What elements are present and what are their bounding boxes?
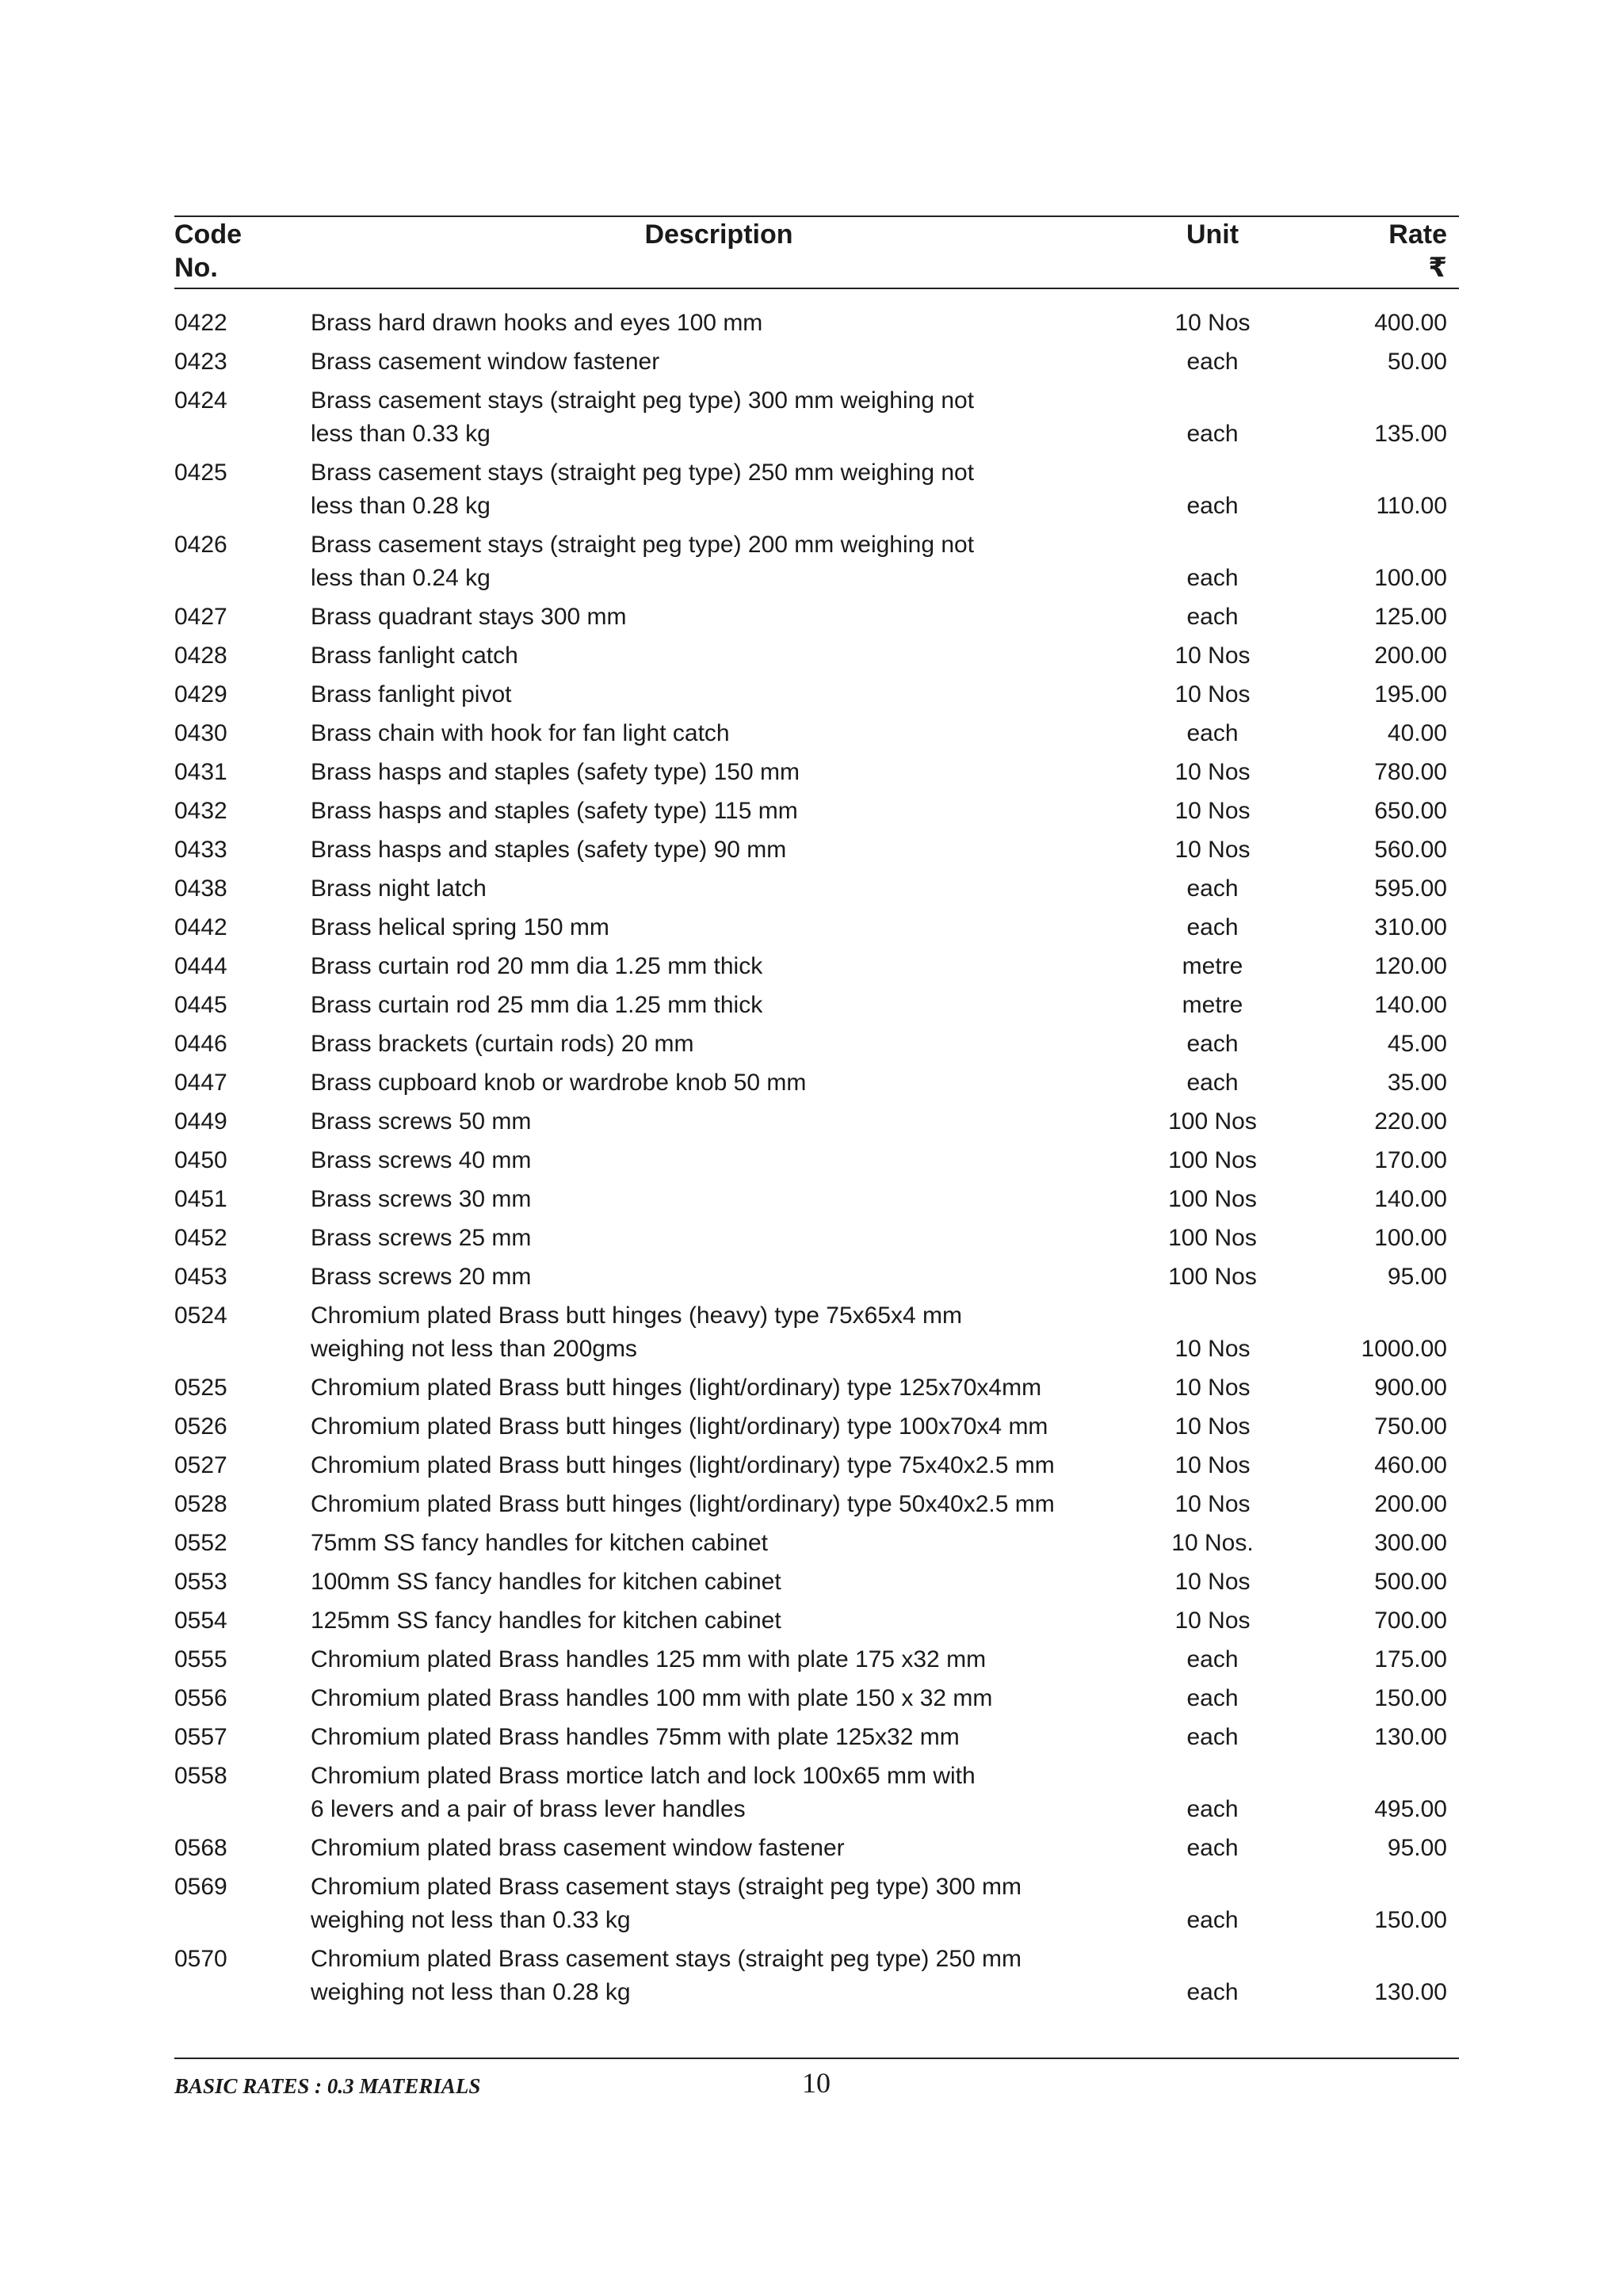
row-unit: each	[1186, 875, 1239, 902]
row-rate: 700.00	[1374, 1608, 1447, 1634]
row-rate: 110.00	[1376, 493, 1447, 519]
row-rate: 1000.00	[1361, 1336, 1447, 1362]
row-description-line: Chromium plated Brass casement stays (straight peg type) 250 mm	[311, 1946, 1022, 1972]
row-code: 0555	[174, 1646, 227, 1672]
row-rate: 560.00	[1374, 837, 1447, 863]
table-row	[174, 950, 1459, 983]
row-unit: 100 Nos	[1168, 1108, 1257, 1135]
row-code: 0438	[174, 875, 227, 902]
row-unit: each	[1186, 565, 1239, 591]
row-unit: 10 Nos.	[1171, 1530, 1254, 1556]
row-rate: 195.00	[1374, 681, 1447, 707]
row-description-line: less than 0.28 kg	[311, 493, 491, 519]
row-code: 0433	[174, 837, 227, 863]
row-description-line: Brass quadrant stays 300 mm	[311, 604, 627, 630]
rates-table-body	[174, 307, 1459, 2015]
row-rate: 125.00	[1374, 604, 1447, 630]
row-code: 0425	[174, 460, 227, 486]
row-code: 0568	[174, 1835, 227, 1861]
row-code: 0447	[174, 1070, 227, 1096]
row-code: 0428	[174, 643, 227, 669]
row-description-line: Chromium plated Brass butt hinges (light/ordinary) type 75x40x2.5 mm	[311, 1452, 1055, 1478]
row-unit: 10 Nos	[1174, 798, 1251, 824]
row-description-line: Brass curtain rod 20 mm dia 1.25 mm thick	[311, 953, 763, 979]
row-description-line: 75mm SS fancy handles for kitchen cabinet	[311, 1530, 768, 1556]
row-rate: 175.00	[1374, 1646, 1447, 1672]
table-row	[174, 1682, 1459, 1715]
table-row	[174, 911, 1459, 944]
row-unit: 100 Nos	[1168, 1225, 1257, 1251]
row-description-line: Brass screws 50 mm	[311, 1108, 532, 1135]
table-row	[174, 717, 1459, 750]
row-description-line: Brass casement stays (straight peg type) 200 mm weighing not	[311, 532, 975, 558]
footer-label: BASIC RATES : 0.3 MATERIALS	[174, 2074, 481, 2098]
row-code: 0570	[174, 1946, 227, 1972]
row-code: 0524	[174, 1302, 227, 1329]
row-unit: 10 Nos	[1174, 837, 1251, 863]
row-rate: 780.00	[1374, 759, 1447, 785]
header-code-line1: Code	[174, 219, 242, 250]
table-row	[174, 872, 1459, 906]
row-code: 0452	[174, 1225, 227, 1251]
row-rate: 900.00	[1374, 1375, 1447, 1401]
row-description-line: Brass hasps and staples (safety type) 150 mm	[311, 759, 800, 785]
header-code-no	[174, 218, 242, 290]
row-code: 0423	[174, 349, 227, 375]
row-unit: 100 Nos	[1168, 1186, 1257, 1212]
row-rate: 50.00	[1387, 349, 1447, 375]
row-rate: 150.00	[1374, 1907, 1447, 1933]
row-code: 0449	[174, 1108, 227, 1135]
table-row	[174, 1488, 1459, 1521]
row-description-line: weighing not less than 0.28 kg	[311, 1979, 631, 2005]
row-unit: each	[1186, 1835, 1239, 1861]
row-rate: 220.00	[1374, 1108, 1447, 1135]
row-description-line: Brass screws 30 mm	[311, 1186, 532, 1212]
row-unit: each	[1186, 421, 1239, 447]
row-description-line: Chromium plated Brass butt hinges (light/ordinary) type 125x70x4mm	[311, 1375, 1042, 1401]
header-code-line2: No.	[174, 253, 218, 283]
row-description-line: Brass hasps and staples (safety type) 90 mm	[311, 837, 787, 863]
row-description-line: Brass screws 40 mm	[311, 1147, 532, 1173]
table-row	[174, 1222, 1459, 1255]
row-rate: 35.00	[1387, 1070, 1447, 1096]
row-description-line: Chromium plated Brass handles 75mm with plate 125x32 mm	[311, 1724, 960, 1750]
row-rate: 150.00	[1374, 1685, 1447, 1711]
row-unit: each	[1186, 349, 1239, 375]
row-description-line: Chromium plated Brass butt hinges (light/ordinary) type 50x40x2.5 mm	[311, 1491, 1055, 1517]
table-row	[174, 1643, 1459, 1676]
header-rate-currency: ₹	[1428, 253, 1447, 283]
row-code: 0431	[174, 759, 227, 785]
row-code: 0426	[174, 532, 227, 558]
row-rate: 200.00	[1374, 643, 1447, 669]
table-row	[174, 639, 1459, 673]
row-unit: 10 Nos	[1174, 1452, 1251, 1478]
row-code: 0427	[174, 604, 227, 630]
row-code: 0557	[174, 1724, 227, 1750]
row-description-line: Chromium plated Brass mortice latch and lock 100x65 mm with	[311, 1763, 976, 1789]
row-rate: 500.00	[1374, 1569, 1447, 1595]
row-unit: 10 Nos	[1174, 1569, 1251, 1595]
row-unit: each	[1186, 493, 1239, 519]
row-code: 0429	[174, 681, 227, 707]
row-rate: 460.00	[1374, 1452, 1447, 1478]
row-code: 0554	[174, 1608, 227, 1634]
row-rate: 495.00	[1374, 1796, 1447, 1822]
row-code: 0528	[174, 1491, 227, 1517]
table-row	[174, 528, 1459, 595]
row-description-line: Chromium plated Brass casement stays (straight peg type) 300 mm	[311, 1874, 1022, 1900]
row-description-line: Brass fanlight catch	[311, 643, 518, 669]
table-top-rule	[174, 215, 1459, 217]
row-unit: each	[1186, 1646, 1239, 1672]
row-code: 0453	[174, 1264, 227, 1290]
page-number: 10	[802, 2067, 831, 2099]
row-unit: 10 Nos	[1174, 1375, 1251, 1401]
table-row	[174, 1299, 1459, 1366]
row-description-line: less than 0.33 kg	[311, 421, 491, 447]
row-code: 0442	[174, 914, 227, 940]
row-description-line: Chromium plated brass casement window fastener	[311, 1835, 845, 1861]
row-description-line: 100mm SS fancy handles for kitchen cabinet	[311, 1569, 781, 1595]
row-unit: 10 Nos	[1174, 1608, 1251, 1634]
header-description: Description	[644, 219, 793, 250]
row-rate: 135.00	[1374, 421, 1447, 447]
row-rate: 400.00	[1374, 310, 1447, 336]
row-description-line: less than 0.24 kg	[311, 565, 491, 591]
table-row	[174, 307, 1459, 340]
row-description-line: Chromium plated Brass butt hinges (light/ordinary) type 100x70x4 mm	[311, 1413, 1048, 1440]
row-description-line: Brass cupboard knob or wardrobe knob 50 mm	[311, 1070, 807, 1096]
row-unit: each	[1186, 1907, 1239, 1933]
row-description-line: Brass casement window fastener	[311, 349, 660, 375]
row-unit: 100 Nos	[1168, 1264, 1257, 1290]
row-unit: 10 Nos	[1174, 1413, 1251, 1440]
row-unit: 10 Nos	[1174, 1336, 1251, 1362]
row-code: 0553	[174, 1569, 227, 1595]
row-code: 0525	[174, 1375, 227, 1401]
row-unit: 10 Nos	[1174, 310, 1251, 336]
row-description-line: Brass brackets (curtain rods) 20 mm	[311, 1031, 694, 1057]
row-unit: each	[1186, 1031, 1239, 1057]
row-unit: each	[1186, 720, 1239, 746]
row-unit: each	[1186, 1979, 1239, 2005]
row-rate: 130.00	[1374, 1979, 1447, 2005]
row-rate: 595.00	[1374, 875, 1447, 902]
header-rate-line1: Rate	[1388, 219, 1447, 250]
row-description-line: Brass chain with hook for fan light catch	[311, 720, 730, 746]
row-code: 0430	[174, 720, 227, 746]
row-rate: 140.00	[1374, 1186, 1447, 1212]
row-code: 0569	[174, 1874, 227, 1900]
row-description-line: Brass fanlight pivot	[311, 681, 512, 707]
row-description-line: weighing not less than 0.33 kg	[311, 1907, 631, 1933]
row-rate: 300.00	[1374, 1530, 1447, 1556]
row-description-line: Chromium plated Brass butt hinges (heavy) type 75x65x4 mm	[311, 1302, 963, 1329]
row-unit: 100 Nos	[1168, 1147, 1257, 1173]
row-description-line: Brass screws 25 mm	[311, 1225, 532, 1251]
row-rate: 120.00	[1374, 953, 1447, 979]
row-code: 0552	[174, 1530, 227, 1556]
row-description-line: Brass casement stays (straight peg type) 300 mm weighing not	[311, 387, 975, 414]
row-code: 0445	[174, 992, 227, 1018]
row-rate: 170.00	[1374, 1147, 1447, 1173]
row-unit: 10 Nos	[1174, 643, 1251, 669]
table-row	[174, 1527, 1459, 1560]
row-description-line: Chromium plated Brass handles 125 mm with plate 175 x32 mm	[311, 1646, 987, 1672]
row-unit: 10 Nos	[1174, 759, 1251, 785]
table-row	[174, 1760, 1459, 1826]
row-unit: each	[1186, 604, 1239, 630]
row-rate: 100.00	[1374, 1225, 1447, 1251]
row-unit: 10 Nos	[1174, 1491, 1251, 1517]
table-row	[174, 1144, 1459, 1177]
footer-rule	[174, 2058, 1459, 2059]
table-row	[174, 1105, 1459, 1138]
row-code: 0527	[174, 1452, 227, 1478]
table-row	[174, 1449, 1459, 1482]
row-description-line: Brass casement stays (straight peg type) 250 mm weighing not	[311, 460, 975, 486]
row-unit: each	[1186, 1070, 1239, 1096]
row-unit: metre	[1182, 992, 1243, 1018]
row-code: 0450	[174, 1147, 227, 1173]
header-rate	[1300, 218, 1447, 290]
table-row	[174, 678, 1459, 711]
table-row	[174, 384, 1459, 451]
row-code: 0526	[174, 1413, 227, 1440]
table-row	[174, 1410, 1459, 1444]
row-description-line: Brass night latch	[311, 875, 487, 902]
table-row	[174, 1604, 1459, 1638]
row-rate: 750.00	[1374, 1413, 1447, 1440]
table-row	[174, 1066, 1459, 1100]
table-row	[174, 456, 1459, 523]
row-rate: 650.00	[1374, 798, 1447, 824]
table-row	[174, 1183, 1459, 1216]
table-row	[174, 1721, 1459, 1754]
table-row	[174, 1371, 1459, 1405]
row-code: 0424	[174, 387, 227, 414]
row-rate: 45.00	[1387, 1031, 1447, 1057]
table-row	[174, 1028, 1459, 1061]
row-code: 0444	[174, 953, 227, 979]
row-rate: 200.00	[1374, 1491, 1447, 1517]
table-row	[174, 795, 1459, 828]
table-row	[174, 345, 1459, 379]
row-code: 0432	[174, 798, 227, 824]
row-description-line: Brass hasps and staples (safety type) 115 mm	[311, 798, 798, 824]
row-description-line: Brass helical spring 150 mm	[311, 914, 609, 940]
header-unit: Unit	[1186, 219, 1239, 250]
table-row	[174, 1566, 1459, 1599]
row-rate: 40.00	[1387, 720, 1447, 746]
row-unit: each	[1186, 914, 1239, 940]
row-rate: 130.00	[1374, 1724, 1447, 1750]
row-unit: each	[1186, 1724, 1239, 1750]
row-code: 0446	[174, 1031, 227, 1057]
row-code: 0558	[174, 1763, 227, 1789]
row-description-line: Brass curtain rod 25 mm dia 1.25 mm thick	[311, 992, 763, 1018]
row-description-line: Brass screws 20 mm	[311, 1264, 532, 1290]
row-rate: 95.00	[1387, 1264, 1447, 1290]
table-row	[174, 989, 1459, 1022]
table-row	[174, 756, 1459, 789]
row-rate: 100.00	[1374, 565, 1447, 591]
row-rate: 95.00	[1387, 1835, 1447, 1861]
row-description-line: Brass hard drawn hooks and eyes 100 mm	[311, 310, 763, 336]
row-code: 0422	[174, 310, 227, 336]
row-unit: each	[1186, 1685, 1239, 1711]
table-row	[174, 1261, 1459, 1294]
table-row	[174, 1943, 1459, 2009]
row-description-line: Chromium plated Brass handles 100 mm with plate 150 x 32 mm	[311, 1685, 993, 1711]
row-unit: metre	[1182, 953, 1243, 979]
row-unit: each	[1186, 1796, 1239, 1822]
table-row	[174, 833, 1459, 867]
table-row	[174, 1832, 1459, 1865]
row-code: 0556	[174, 1685, 227, 1711]
row-description-line: 6 levers and a pair of brass lever handles	[311, 1796, 746, 1822]
table-row	[174, 601, 1459, 634]
row-unit: 10 Nos	[1174, 681, 1251, 707]
row-description-line: 125mm SS fancy handles for kitchen cabinet	[311, 1608, 781, 1634]
row-rate: 140.00	[1374, 992, 1447, 1018]
header-bottom-rule	[174, 288, 1459, 289]
row-code: 0451	[174, 1186, 227, 1212]
row-description-line: weighing not less than 200gms	[311, 1336, 637, 1362]
table-row	[174, 1871, 1459, 1937]
row-rate: 310.00	[1374, 914, 1447, 940]
